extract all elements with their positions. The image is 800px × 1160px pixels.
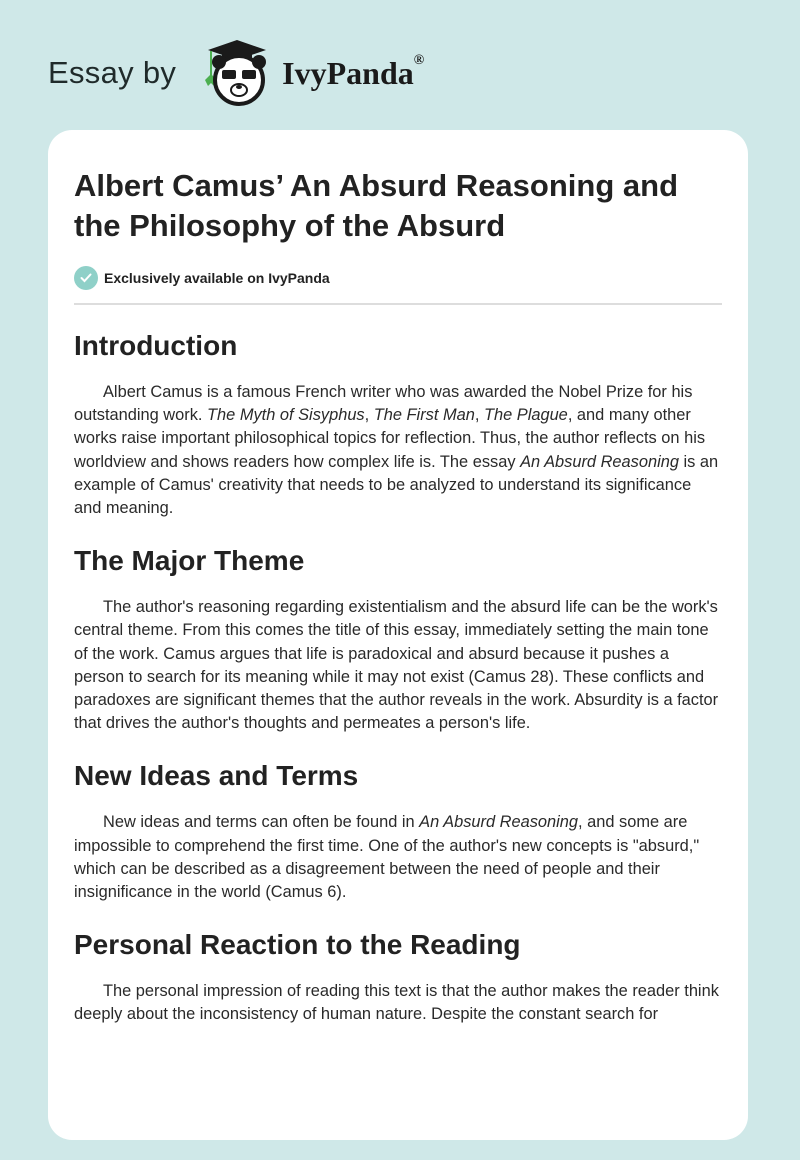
text-segment: ,: [474, 406, 484, 425]
text-segment: , and many other works raise important philosophical topics for reflection. Thus, the author reflects on his worldview and shows readers how complex life is. The essay: [74, 406, 706, 471]
essay-title: Albert Camus’ An Absurd Reasoning and the Philosophy of the Absurd: [74, 168, 679, 243]
work-title: An Absurd Reasoning: [520, 452, 679, 471]
work-title: The Myth of Sisyphus: [207, 406, 365, 425]
essay-body: [74, 329, 722, 1027]
section-heading: Personal Reaction to the Reading: [74, 929, 521, 961]
section-heading: New Ideas and Terms: [74, 760, 359, 792]
section-paragraph: [74, 381, 722, 520]
check-circle-icon: [74, 266, 98, 290]
exclusive-badge: [74, 266, 722, 290]
brand-header[interactable]: [48, 38, 424, 108]
text-segment: , and some are impossible to comprehend the first time. One of the author's new concepts is "absurd," which can be described as a disagreement between the need of people and their insignificance in the world (Camus 6).: [74, 813, 700, 902]
essay-card: [48, 130, 748, 1140]
exclusive-badge-text: Exclusively available on IvyPanda: [104, 270, 330, 286]
section-paragraph: [74, 980, 722, 1026]
essay-by-label: Essay by: [48, 55, 177, 90]
section-heading: The Major Theme: [74, 545, 305, 577]
section-paragraph: [74, 811, 722, 904]
text-segment: The author's reasoning regarding existentialism and the absurd life can be the work's central theme. From this comes the title of this essay, immediately setting the main tone of the work. Camus argues that life is paradoxical and absurd because it pushes a person to search for its meaning while it may not exist (Camus 28). These conflicts and paradoxes are significant themes that the author reveals in the work. Absurdity is a factor that drives the author's thoughts and permeates a person's life.: [74, 598, 719, 733]
text-segment: Albert Camus is a famous French writer who was awarded the Nobel Prize for his outstanding work.: [74, 383, 693, 425]
text-segment: is an example of Camus' creativity that needs to be analyzed to understand its significance and meaning.: [74, 452, 719, 518]
work-title: An Absurd Reasoning: [419, 813, 579, 832]
text-segment: New ideas and terms can often be found in: [103, 813, 420, 832]
text-segment: The personal impression of reading this text is that the author makes the reader think deeply about the inconsistency of human nature. Despite the constant search for: [74, 982, 719, 1024]
panda-logo-icon: [194, 38, 280, 108]
divider: [74, 303, 722, 305]
work-title: The Plague: [483, 406, 568, 425]
ivypanda-logo-text: IvyPanda®: [282, 52, 425, 91]
work-title: The First Man: [373, 406, 475, 425]
text-segment: ,: [364, 406, 374, 425]
section-heading: Introduction: [74, 330, 238, 361]
section-paragraph: [74, 596, 722, 735]
